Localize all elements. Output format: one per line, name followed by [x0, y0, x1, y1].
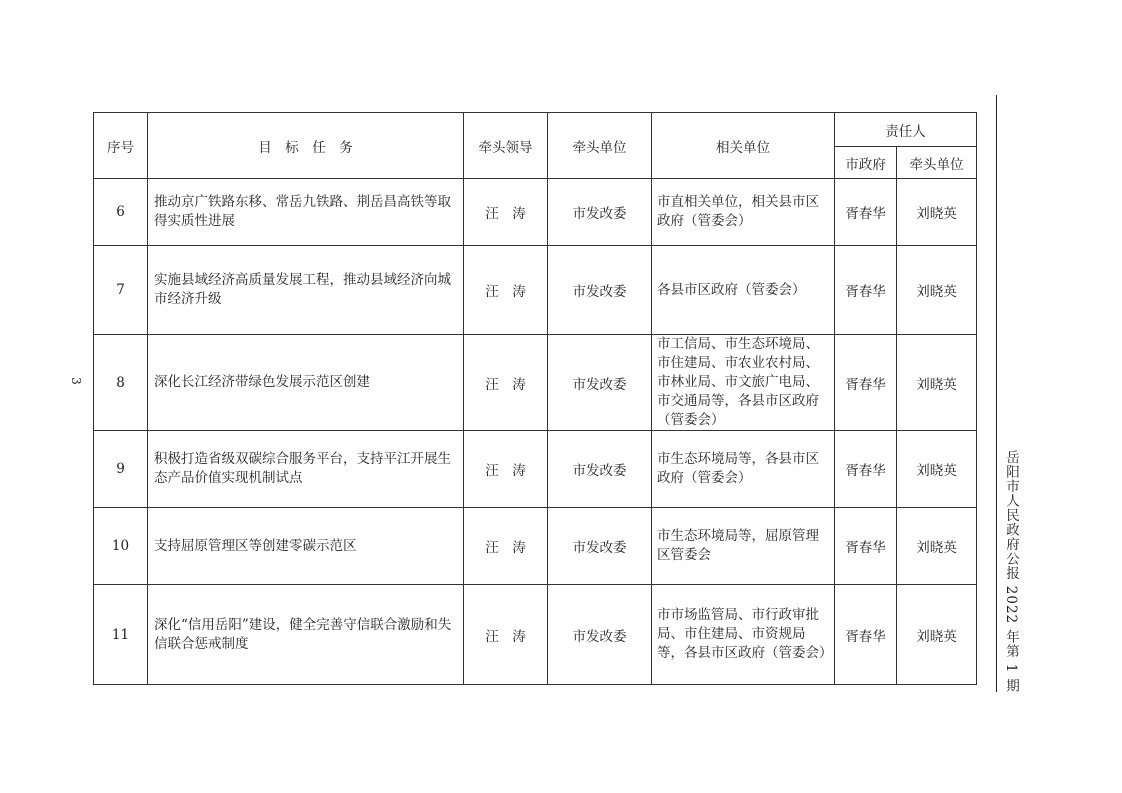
- row-seq: 11: [94, 585, 148, 685]
- journal-title: 岳阳市人民政府公报 2022 年第 1 期: [1003, 450, 1019, 694]
- header-lead-unit-person: 牵头单位: [897, 147, 977, 179]
- row-leader: 汪 涛: [464, 335, 548, 431]
- row-seq: 6: [94, 179, 148, 246]
- row-related-units: 市工信局、市生态环境局、市住建局、市农业农村局、市林业局、市文旅广电局、市交通局等，各县市区政府（管委会）: [652, 335, 835, 431]
- margin-divider: [996, 95, 997, 692]
- row-lead-person: 刘晓英: [897, 431, 977, 508]
- row-lead-unit: 市发改委: [548, 508, 652, 585]
- header-task: 目 标 任 务: [148, 113, 464, 179]
- row-seq: 9: [94, 431, 148, 508]
- header-lead-unit: 牵头单位: [548, 113, 652, 179]
- row-related-units: 市市场监管局、市行政审批局、市住建局、市资规局等，各县市区政府（管委会）: [652, 585, 835, 685]
- row-seq: 8: [94, 335, 148, 431]
- row-related-units: 市生态环境局等，屈原管理区管委会: [652, 508, 835, 585]
- table-row: [94, 585, 977, 685]
- row-lead-unit: 市发改委: [548, 335, 652, 431]
- header-leader: 牵头领导: [464, 113, 548, 179]
- row-task: 积极打造省级双碳综合服务平台，支持平江开展生态产品价值实现机制试点: [148, 431, 464, 508]
- row-lead-person: 刘晓英: [897, 585, 977, 685]
- header-seq: 序号: [94, 113, 148, 179]
- row-lead-person: 刘晓英: [897, 246, 977, 335]
- row-task: 支持屈原管理区等创建零碳示范区: [148, 508, 464, 585]
- row-related-units: 市生态环境局等，各县市区政府（管委会）: [652, 431, 835, 508]
- row-task: 深化长江经济带绿色发展示范区创建: [148, 335, 464, 431]
- row-related-units: 各县市区政府（管委会）: [652, 246, 835, 335]
- row-leader: 汪 涛: [464, 508, 548, 585]
- header-city-gov: 市政府: [835, 147, 897, 179]
- header-responsible: 责任人: [835, 113, 977, 147]
- row-seq: 10: [94, 508, 148, 585]
- row-leader: 汪 涛: [464, 585, 548, 685]
- row-lead-unit: 市发改委: [548, 179, 652, 246]
- task-table: [93, 112, 977, 685]
- row-task: 实施县域经济高质量发展工程，推动县域经济向城市经济升级: [148, 246, 464, 335]
- row-lead-person: 刘晓英: [897, 508, 977, 585]
- table-row: [94, 508, 977, 585]
- row-lead-unit: 市发改委: [548, 246, 652, 335]
- row-lead-person: 刘晓英: [897, 179, 977, 246]
- table-row: [94, 335, 977, 431]
- table-row: [94, 179, 977, 246]
- row-lead-person: 刘晓英: [897, 335, 977, 431]
- row-leader: 汪 涛: [464, 431, 548, 508]
- row-task: 深化“信用岳阳”建设，健全完善守信联合激励和失信联合惩戒制度: [148, 585, 464, 685]
- row-leader: 汪 涛: [464, 179, 548, 246]
- page-number: 3: [68, 377, 83, 385]
- row-task: 推动京广铁路东移、常岳九铁路、荆岳昌高铁等取得实质性进展: [148, 179, 464, 246]
- header-related-units: 相关单位: [652, 113, 835, 179]
- row-city-gov: 胥春华: [835, 179, 897, 246]
- row-city-gov: 胥春华: [835, 246, 897, 335]
- row-city-gov: 胥春华: [835, 508, 897, 585]
- row-seq: 7: [94, 246, 148, 335]
- table-row: [94, 431, 977, 508]
- row-city-gov: 胥春华: [835, 585, 897, 685]
- table-row: [94, 246, 977, 335]
- row-city-gov: 胥春华: [835, 335, 897, 431]
- row-city-gov: 胥春华: [835, 431, 897, 508]
- row-leader: 汪 涛: [464, 246, 548, 335]
- row-lead-unit: 市发改委: [548, 585, 652, 685]
- row-lead-unit: 市发改委: [548, 431, 652, 508]
- row-related-units: 市直相关单位，相关县市区政府（管委会）: [652, 179, 835, 246]
